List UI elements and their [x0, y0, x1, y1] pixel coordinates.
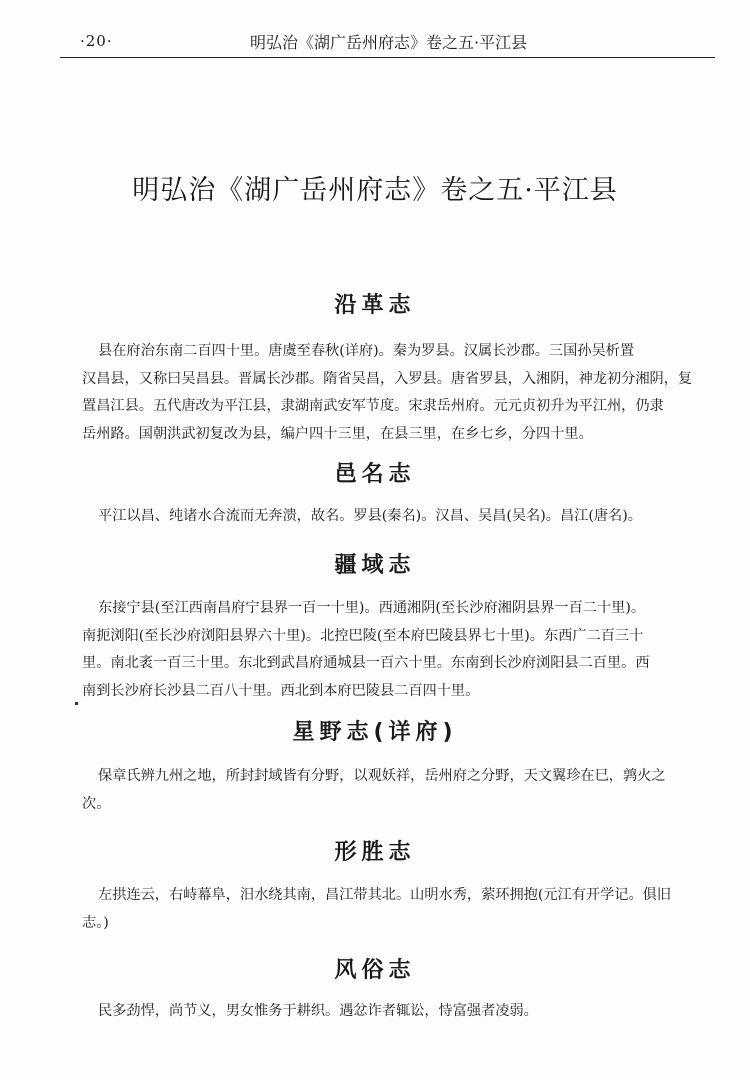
section-heading-fengsu: 风俗志: [334, 958, 416, 983]
section-body-yiming: [82, 503, 718, 531]
text-line: 岳州路。国朝洪武初复改为县，编户四十三里，在县三里，在乡七乡，分四十里。: [82, 425, 593, 442]
text-line: 民多劲悍，尚节义，男女惟务于耕织。遇忿诈者辄讼，恃富强者凌弱。: [98, 1003, 538, 1019]
text-line: 次。: [82, 795, 111, 812]
header-rule: [60, 57, 715, 58]
section-body-yange: [82, 338, 718, 448]
text-line: 保章氏辨九州之地，所封封域皆有分野，以观妖祥，岳州府之分野，天文翼珍在巳，鹑火之: [98, 768, 666, 784]
section-body-jiangyu: [82, 595, 718, 705]
section-heading-jiangyu: 疆域志: [334, 553, 416, 578]
section-heading-yiming: 邑名志: [334, 462, 416, 487]
text-line: 县在府治东南二百四十里。唐虞至春秋(详府)。秦为罗县。汉属长沙郡。三国孙吴析置: [98, 343, 635, 359]
section-body-xingsheng: [82, 882, 718, 937]
document-title: 明弘治《湖广岳州府志》卷之五·平江县: [132, 175, 618, 206]
text-line: 南扼浏阳(至长沙府浏阳县界六十里)。北控巴陵(至本府巴陵县界七十里)。东西广二百三十: [82, 627, 644, 644]
text-line: 汉昌县，又称曰吴昌县。晋属长沙郡。隋省吴昌，入罗县。唐省罗县，入湘阴，神龙初分湘阴，复: [82, 370, 693, 387]
page-number: ·20·: [80, 32, 113, 50]
text-line: 左拱连云，右峙幕阜，汨水绕其南，昌江带其北。山明水秀，萦环拥抱(元江有开学记。俱旧: [98, 887, 672, 903]
text-line: 平江以昌、纯诸水合流而无奔溃，故名。罗县(秦名)。汉昌、吴昌(吴名)。昌江(唐名)。: [98, 508, 642, 524]
text-line: 东接宁县(至江西南昌府宁县界一百一十里)。西通湘阴(至长沙府湘阴县界一百二十里)。: [98, 600, 646, 616]
section-heading-xingsheng: 形胜志: [334, 840, 416, 865]
text-line: 志。): [82, 914, 109, 931]
text-line: 南到长沙府长沙县二百八十里。西北到本府巴陵县二百四十里。: [82, 682, 480, 699]
running-title: 明弘治《湖广岳州府志》卷之五·平江县: [250, 33, 528, 52]
text-line: 里。南北袤一百三十里。东北到武昌府通城县一百六十里。东南到长沙府浏阳县二百里。西: [82, 655, 650, 671]
stray-mark: [75, 702, 78, 705]
text-line: 置昌江县。五代唐改为平江县，隶湖南武安军节度。宋隶岳州府。元元贞初升为平江州，仍隶: [82, 398, 664, 414]
section-heading-yange: 沿革志: [334, 293, 416, 318]
running-header: [60, 20, 715, 56]
section-heading-xingye: 星野志(详府): [292, 720, 458, 745]
section-body-fengsu: [82, 998, 718, 1026]
section-body-xingye: [82, 763, 718, 818]
